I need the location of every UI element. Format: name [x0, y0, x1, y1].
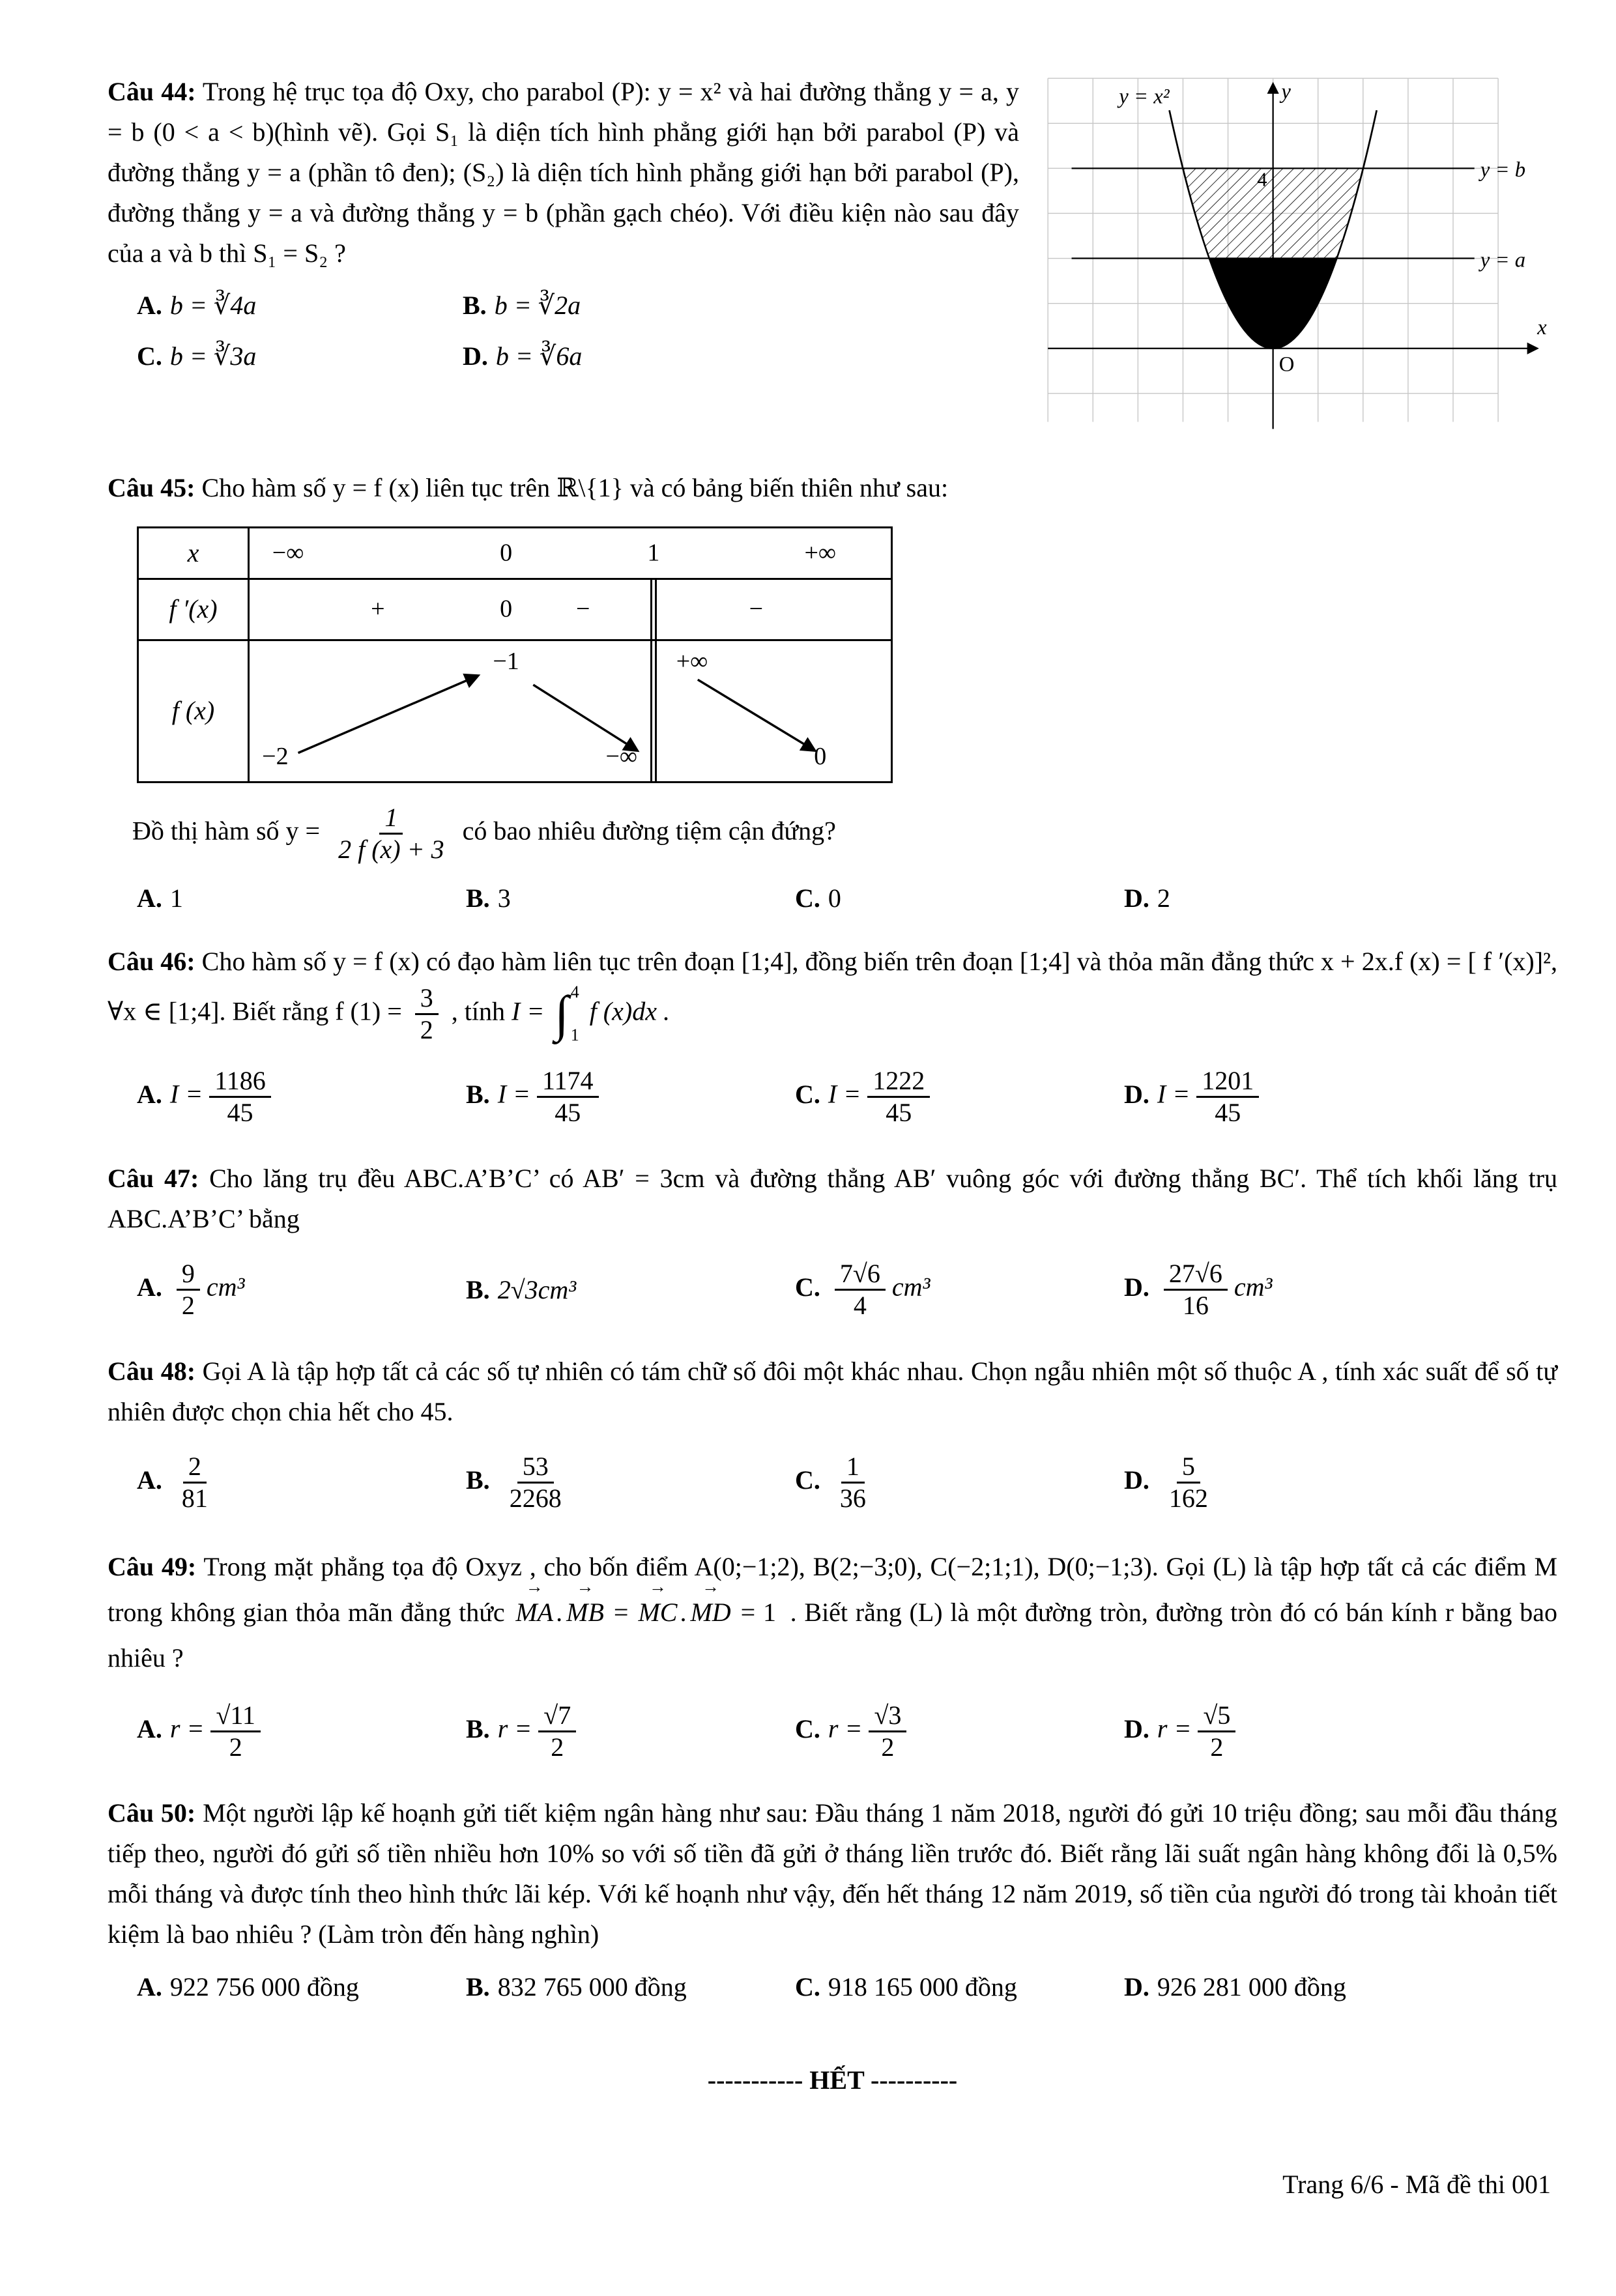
fraction: [869, 1700, 906, 1762]
variation-table-row-f: [139, 639, 891, 781]
question-44-label: Câu 44:: [108, 77, 196, 106]
option-letter: A.: [137, 291, 162, 320]
option-value: b = ∛2a: [494, 291, 581, 320]
denominator: 2: [1210, 1732, 1224, 1762]
option-d: [1124, 1699, 1557, 1764]
question-50: [108, 1793, 1557, 2008]
question-49: [108, 1544, 1557, 1771]
option-unit: cm³: [891, 1272, 931, 1302]
option-value: b = ∛3a: [169, 341, 257, 371]
option-value: 1: [169, 883, 183, 913]
question-46: [108, 941, 1557, 1136]
question-49-text2: . Biết rằng (L) là một đường tròn, đường tròn đó có bán kính r bằng bao nhiêu ?: [108, 1597, 1558, 1672]
option-d: [463, 336, 828, 377]
question-44-body: [108, 72, 1019, 274]
question-44-text-column: [108, 72, 1019, 379]
question-46-label: Câu 46:: [108, 946, 195, 976]
numerator: 1222: [867, 1066, 930, 1098]
denominator: 2: [420, 1014, 433, 1044]
option-letter: D.: [1124, 883, 1149, 913]
option-pre: I =: [497, 1080, 530, 1109]
option-value: b = ∛6a: [495, 341, 583, 371]
numerator: √7: [538, 1700, 576, 1732]
option-b: [466, 1270, 795, 1310]
parabola-figure: [1036, 66, 1557, 446]
question-44-options: [137, 285, 828, 377]
limit-value: 0: [814, 742, 827, 770]
option-c: [795, 1699, 1124, 1764]
sign: −: [575, 595, 590, 623]
numerator: √11: [210, 1700, 260, 1732]
variation-table-row-fprime: [139, 578, 891, 639]
denominator: 16: [1182, 1291, 1209, 1321]
lower-limit: 1: [570, 1026, 579, 1045]
option-value: b = ∛4a: [169, 291, 257, 320]
row-x-values: [250, 528, 891, 578]
option-d: [1124, 1450, 1557, 1515]
row-header-x: x: [139, 528, 250, 578]
question-45-text: Cho hàm số y = f (x) liên tục trên ℝ\{1} và có bảng biến thiên như sau:: [201, 472, 949, 502]
x-value: +∞: [804, 539, 837, 567]
option-a: [137, 1967, 466, 2007]
option-b: [463, 285, 828, 326]
parabola-figure-svg: [1036, 66, 1557, 446]
numerator: 1201: [1196, 1066, 1259, 1098]
question-45-options: [137, 878, 1557, 919]
option-pre: r =: [828, 1714, 863, 1744]
numerator: 1: [841, 1452, 865, 1484]
upper-limit: 4: [570, 983, 579, 1002]
denominator: 2: [181, 1291, 195, 1321]
integral-lhs: I =: [512, 996, 545, 1026]
line-b-label: y = b: [1480, 158, 1526, 182]
variation-arrows: [250, 641, 891, 781]
line-a-label: y = a: [1480, 248, 1526, 272]
dot-operator: .: [556, 1597, 564, 1627]
x-axis-label: x: [1537, 315, 1547, 339]
question-49-body: [108, 1544, 1557, 1681]
question-47: [108, 1158, 1557, 1329]
option-pre: I =: [169, 1080, 203, 1109]
denominator: 45: [227, 1098, 253, 1128]
option-letter: C.: [137, 341, 162, 371]
option-letter: D.: [1124, 1272, 1149, 1302]
option-d: [1124, 1065, 1557, 1129]
fraction: [835, 1259, 886, 1321]
question-47-label: Câu 47:: [108, 1163, 199, 1193]
discontinuity-double-line: [650, 641, 657, 781]
sign: +: [371, 595, 385, 623]
integral-sign: ∫: [555, 985, 569, 1042]
question-45-body: [108, 468, 1557, 508]
option-letter: D.: [1124, 1714, 1149, 1744]
option-d: [1124, 1967, 1557, 2007]
vector-md: → MD: [688, 1590, 732, 1635]
tick-4-label: 4: [1257, 167, 1267, 191]
option-letter: D.: [1124, 1465, 1149, 1495]
option-b: [466, 1967, 795, 2007]
option-c: [795, 1450, 1124, 1515]
denominator: 45: [1215, 1098, 1241, 1128]
question-47-body: [108, 1158, 1557, 1239]
vector-ma: → MA: [513, 1590, 555, 1635]
integrand: f (x)dx .: [589, 996, 670, 1026]
numerator: 2: [183, 1452, 207, 1484]
option-value: 2: [1157, 883, 1170, 913]
row-fprime-values: [250, 580, 891, 639]
option-a: [137, 878, 466, 919]
question-48-options: [137, 1444, 1557, 1522]
option-a: [137, 285, 463, 326]
option-letter: B.: [466, 1274, 490, 1304]
fraction: [1198, 1700, 1235, 1762]
option-letter: A.: [137, 1714, 162, 1744]
option-letter: C.: [795, 1465, 820, 1495]
fraction: [538, 1700, 576, 1762]
option-d: [1124, 878, 1557, 919]
question-44-text: Trong hệ trục tọa độ Oxy, cho parabol (P): y = x² và hai đường thẳng y = a, y = b (0 < a < b)(hình vẽ). Gọi S₁ là diện tích hình phẳng giới hạn bởi parabol (P) và đường thẳng y = a (phần tô đen); (S₂) là diện tích hình phẳng giới hạn bởi parabol (P), đường thẳng y = a và đường thẳng y = b (phần gạch chéo). Với điều kiện nào sau đây của a và b thì S₁ = S₂ ?: [108, 77, 1019, 268]
numerator: 7√6: [835, 1259, 886, 1291]
option-letter: D.: [463, 341, 488, 371]
option-b: [466, 1065, 795, 1129]
row-header-f: f (x): [139, 641, 250, 781]
numerator: 5: [1177, 1452, 1200, 1484]
variation-table: [137, 526, 893, 783]
option-letter: A.: [137, 1272, 162, 1302]
denominator: 2: [229, 1732, 242, 1762]
vector-mb: → MB: [564, 1590, 606, 1635]
option-pre: r =: [169, 1714, 205, 1744]
discontinuity-double-line: [650, 580, 657, 639]
fraction: [210, 1700, 260, 1762]
option-value: 922 756 000 đồng: [169, 1972, 359, 2002]
option-letter: B.: [466, 883, 490, 913]
option-letter: D.: [1124, 1972, 1149, 2002]
denominator: 2: [551, 1732, 564, 1762]
option-b: [466, 1699, 795, 1764]
question-49-options: [137, 1693, 1557, 1771]
denominator: 4: [853, 1291, 867, 1321]
question-45: [108, 468, 1557, 919]
option-letter: A.: [137, 1972, 162, 2002]
numerator: 53: [517, 1452, 554, 1484]
option-letter: B.: [466, 1080, 490, 1109]
option-a: [137, 1450, 466, 1515]
denominator: 2 f (x) + 3: [338, 834, 444, 864]
question-46-body: [108, 941, 1557, 1046]
denominator: 2: [881, 1732, 895, 1762]
option-letter: B.: [466, 1465, 490, 1495]
question-49-label: Câu 49:: [108, 1551, 197, 1581]
option-letter: C.: [795, 1080, 820, 1109]
option-letter: B.: [466, 1714, 490, 1744]
vector-mc: → MC: [636, 1590, 679, 1635]
limit-value: −2: [262, 742, 289, 770]
subtext-left: Đồ thị hàm số y =: [132, 816, 321, 846]
origin-label: O: [1278, 352, 1295, 377]
option-unit: cm³: [1234, 1272, 1273, 1302]
option-c: [137, 336, 463, 377]
denominator: 162: [1168, 1484, 1208, 1514]
question-45-label: Câu 45:: [108, 472, 195, 502]
fraction: [1196, 1066, 1259, 1128]
option-letter: A.: [137, 1080, 162, 1109]
equals-sign: =: [613, 1597, 629, 1627]
numerator: 27√6: [1164, 1259, 1228, 1291]
option-b: [466, 878, 795, 919]
x-value: −∞: [272, 539, 304, 567]
option-letter: C.: [795, 883, 820, 913]
option-value: 0: [828, 883, 841, 913]
question-48-text: Gọi A là tập hợp tất cả các số tự nhiên có tám chữ số đôi một khác nhau. Chọn ngẫu nhiên một số thuộc A , tính xác suất để số tự nhiên được chọn chia hết cho 45.: [108, 1356, 1558, 1426]
denominator: 81: [181, 1484, 208, 1514]
option-b: [466, 1450, 795, 1515]
option-a: [137, 1257, 466, 1322]
dot-operator: .: [680, 1597, 687, 1627]
numerator: √3: [869, 1700, 906, 1732]
fraction: [177, 1259, 200, 1321]
curve-label: y = x²: [1119, 85, 1170, 109]
question-50-text: Một người lập kế hoạnh gửi tiết kiệm ngân hàng như sau: Đầu tháng 1 năm 2018, người đó gửi 10 triệu đồng; sau mỗi đầu tháng tiếp theo, người đó gửi số tiền nhiều hơn 10% so với số tiền đã gửi ở tháng liền trước đó. Biết rằng lãi suất ngân hàng không đổi là 0,5% mỗi tháng và được tính theo hình thức lãi kép. Với kế hoạnh như vậy, đến hết tháng 12 năm 2019, số tiền của người đó trong tài khoản tiết kiệm là bao nhiêu ? (Làm tròn đến hàng nghìn): [108, 1798, 1558, 1949]
question-48: [108, 1351, 1557, 1522]
y-axis-label: y: [1281, 80, 1291, 104]
option-value: 918 165 000 đồng: [828, 1972, 1017, 2002]
limit-value: +∞: [676, 647, 708, 675]
question-48-label: Câu 48:: [108, 1356, 196, 1386]
question-44: [108, 72, 1557, 446]
option-pre: I =: [828, 1080, 861, 1109]
option-c: [795, 1967, 1124, 2007]
question-50-label: Câu 50:: [108, 1798, 196, 1828]
denominator: 36: [839, 1484, 866, 1514]
option-c: [795, 1065, 1124, 1129]
decrease-arrow: [698, 680, 815, 750]
x-value: 1: [647, 539, 660, 567]
sign: −: [749, 595, 764, 623]
numerator: 3: [415, 983, 439, 1015]
subtext-right: có bao nhiêu đường tiệm cận đứng?: [462, 816, 836, 846]
option-pre: r =: [1157, 1714, 1192, 1744]
numerator: 1: [379, 803, 403, 835]
option-letter: C.: [795, 1714, 820, 1744]
denominator: 2268: [509, 1484, 562, 1514]
option-value: 926 281 000 đồng: [1157, 1972, 1346, 2002]
question-46-text: Cho hàm số y = f (x) có đạo hàm liên tục trên đoạn [1;4], đồng biến trên đoạn [1;4] và thỏa mãn đẳng thức x + 2x.f (x) = [ f ′(x)]², ∀x ∈ [1;4]. Biết rằng f (1) =: [108, 946, 1558, 1026]
option-d: [1124, 1257, 1557, 1322]
option-a: [137, 1065, 466, 1129]
end-marker: ----------- HẾT ----------: [707, 2065, 958, 2095]
option-value: 3: [497, 883, 511, 913]
denominator: 45: [555, 1098, 581, 1128]
option-letter: B.: [466, 1972, 490, 2002]
question-50-body: [108, 1793, 1557, 1955]
integral-limits: [569, 984, 579, 1044]
fraction: [835, 1452, 871, 1514]
fraction: [209, 1066, 271, 1128]
fraction: [504, 1452, 567, 1514]
question-47-text: Cho lăng trụ đều ABC.A’B’C’ có AB′ = 3cm và đường thẳng AB′ vuông góc với đường thẳng BC′. Thể tích khối lăng trụ ABC.A’B’C’ bằng: [108, 1163, 1558, 1233]
numerator: 1186: [209, 1066, 271, 1098]
integral: [555, 984, 579, 1044]
row-header-fprime: f ′(x): [139, 580, 250, 639]
local-max-value: −1: [493, 647, 519, 675]
variation-table-row-x: [139, 528, 891, 578]
option-value: 832 765 000 đồng: [497, 1972, 687, 2002]
fraction: [1164, 1452, 1213, 1514]
question-46-options: [137, 1058, 1557, 1136]
row-f-values: [250, 641, 891, 781]
fraction: [333, 803, 450, 865]
option-letter: A.: [137, 1465, 162, 1495]
question-49-text: Trong mặt phẳng tọa độ Oxyz , cho bốn điểm A(0;−1;2), B(2;−3;0), C(−2;1;1), D(0;−1;3). Gọi (L) là tập hợp tất cả các điểm M trong không gian thỏa mãn đẳng thức: [108, 1551, 1558, 1627]
fraction: [177, 1452, 213, 1514]
denominator: 45: [886, 1098, 912, 1128]
question-50-options: [137, 1966, 1557, 2008]
option-letter: B.: [463, 291, 487, 320]
numerator: √5: [1198, 1700, 1235, 1732]
increase-arrow: [298, 676, 478, 753]
option-c: [795, 878, 1124, 919]
question-47-options: [137, 1251, 1557, 1329]
numerator: 1174: [537, 1066, 599, 1098]
option-c: [795, 1257, 1124, 1322]
question-45-subtext: [132, 801, 1557, 866]
x-value: 0: [500, 539, 513, 567]
question-48-body: [108, 1351, 1557, 1432]
numerator: 9: [177, 1259, 200, 1291]
question-46-text2: , tính: [451, 996, 505, 1026]
option-unit: cm³: [206, 1272, 245, 1302]
equals-one: = 1: [740, 1597, 776, 1627]
option-value: 2√3cm³: [497, 1274, 577, 1304]
option-letter: A.: [137, 883, 162, 913]
option-letter: D.: [1124, 1080, 1149, 1109]
fraction: [415, 983, 439, 1045]
option-pre: I =: [1157, 1080, 1190, 1109]
option-pre: r =: [497, 1714, 532, 1744]
sign: 0: [500, 595, 513, 623]
option-letter: C.: [795, 1972, 820, 2002]
page-footer: Trang 6/6 - Mã đề thi 001: [1282, 2169, 1551, 2199]
fraction: [867, 1066, 930, 1128]
option-letter: C.: [795, 1272, 820, 1302]
fraction: [1164, 1259, 1228, 1321]
fraction: [537, 1066, 599, 1128]
limit-value: −∞: [605, 742, 637, 770]
option-a: [137, 1699, 466, 1764]
